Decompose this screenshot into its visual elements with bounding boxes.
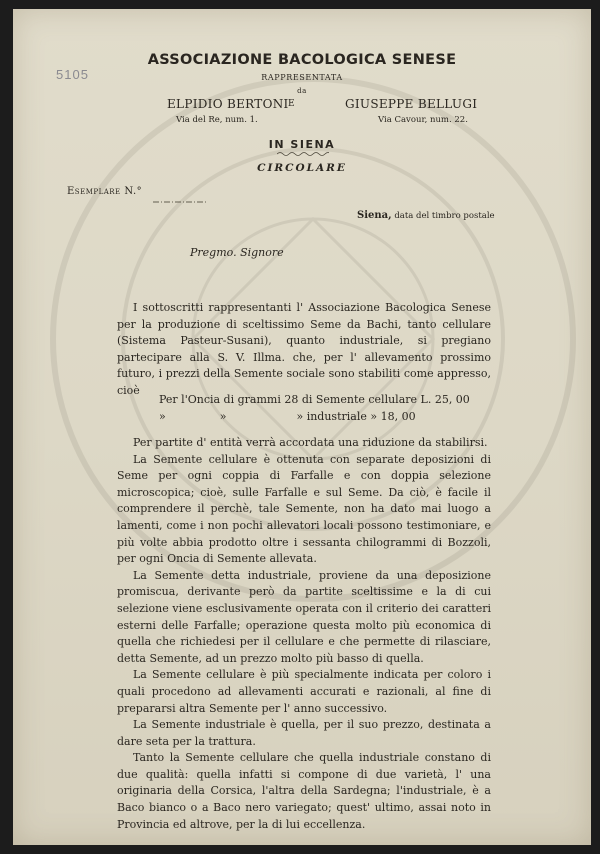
person-1-name: ELPIDIO BERTONI bbox=[167, 97, 289, 111]
copy-number-label: Esemplare N.° bbox=[67, 186, 143, 197]
main-text: Per partite d' entità verrà accordata una riduzione da stabilirsi. La Semente cellulare è ottenuta con separate deposizioni di Seme per ogni coppia di Farfalle e con doppia selezione microscopica; cioè, sulle Farfalle e sul Seme. Da ciò, è facile il comprendere il perchè, tale Semente, non ha dato mai luogo a lamenti, come i non pochi allevatori locali possono testimoniare, e più volte abbia prodotto oltre i sessanta chilogrammi di Bozzoli, per ogni Oncia di Semente allevata. La Semente detta industriale, proviene da una deposizione promiscua, derivante però da partite sceltissime e la di cui selezione viene esclusivamente operata con il criterio dei caratteri esterni delle Farfalle; operazione questa molto più economica di quella che richiedesi per il cellulare e che permette di rilasciare, detta Semente, ad un prezzo molto più basso di quella. La Semente cellulare è più specialmente indicata per coloro i quali procedono ad allevamenti accurati e razionali, al fine di prepararsi altra Semente per l' anno successivo. La Semente industriale è quella, per il suo prezzo, destinata a dare seta per la trattura. Tanto la Semente cellulare che quella industriale constano di due qualità: quella infatti si compone di due varietà, l' una originaria della Corsica, l'altra della Sardegna; l'industriale, è a Baco bianco o a Baco nero variegato; quest' ultimo, assai noto in Provincia ed altrove, per la di lui eccellenza. bbox=[117, 436, 491, 831]
person-2-name: GIUSEPPE BELLUGI bbox=[345, 97, 478, 111]
document-page bbox=[13, 9, 591, 845]
price-line-2: » » » industriale » 18, 00 bbox=[159, 410, 416, 423]
archive-number: 5105 bbox=[56, 67, 89, 82]
header-da: da bbox=[297, 87, 307, 95]
header-subtitle: RAPPRESENTATA bbox=[261, 73, 343, 82]
salutation: Pregmo. Signore bbox=[190, 246, 284, 259]
person-1-address: Via del Re, num. 1. bbox=[176, 115, 258, 125]
price-line-1: Per l'Oncia di grammi 28 di Semente cellulare L. 25, 00 bbox=[159, 393, 470, 406]
wavy-divider bbox=[277, 151, 329, 157]
place-date: Siena, data del timbro postale bbox=[357, 210, 495, 221]
person-2-address: Via Cavour, num. 22. bbox=[378, 115, 468, 125]
document-type: CIRCOLARE bbox=[257, 162, 347, 174]
header-city: IN SIENA bbox=[268, 138, 336, 151]
conjunction: E bbox=[288, 99, 295, 109]
intro-paragraph: I sottoscritti rappresentanti l' Associazione Bacologica Senese per la produzione di sceltissimo Seme da Bachi, tanto cellulare (Sistema Pasteur-Susani), quanto industriale, si pregiano partecipare alla S. V. Illma. che, per l' allevamento prossimo futuro, i prezzi della Semente sociale sono stabiliti come appresso, cioè bbox=[117, 301, 491, 397]
ornament-line bbox=[153, 201, 207, 203]
header-title: ASSOCIAZIONE BACOLOGICA SENESE bbox=[147, 52, 457, 68]
